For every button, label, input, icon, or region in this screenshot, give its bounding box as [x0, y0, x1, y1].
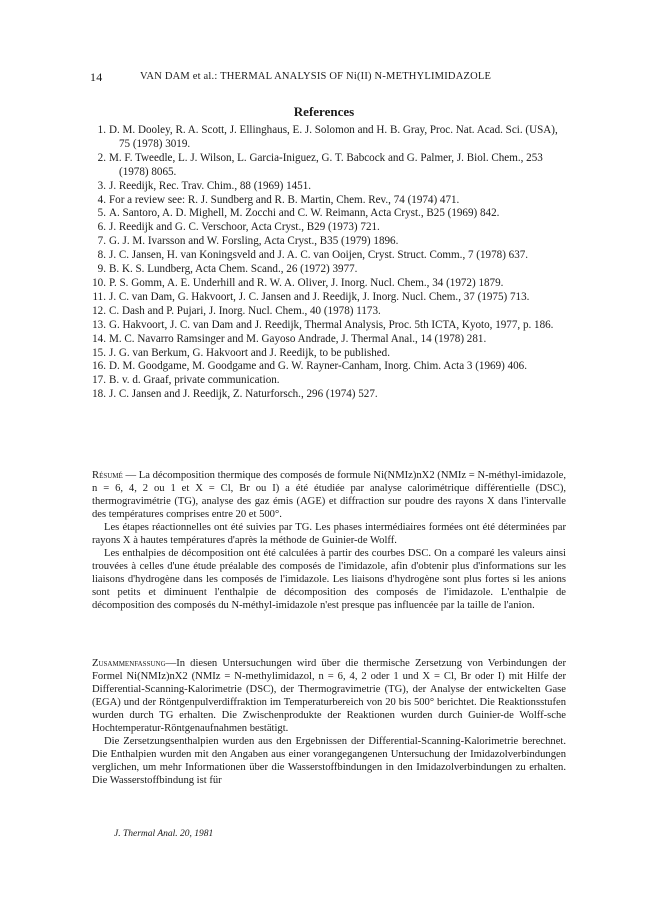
- page-number: 14: [90, 70, 103, 84]
- reference-number: 5.: [97, 207, 106, 220]
- reference-number: 14.: [92, 332, 106, 345]
- reference-text: J. C. Jansen, H. van Koningsveld and J. A. C. van Ooijen, Cryst. Struct. Comm., 7 (1978) 637.: [109, 249, 529, 262]
- reference-item: [92, 291, 564, 305]
- reference-text: G. Hakvoort, J. C. van Dam and J. Reedijk, Thermal Analysis, Proc. 5th ICTA, Kyoto, 1977, p. 186.: [109, 318, 554, 331]
- reference-item: [92, 249, 564, 263]
- reference-number: 18.: [92, 388, 106, 401]
- reference-text: P. S. Gomm, A. E. Underhill and R. W. A. Oliver, J. Inorg. Nucl. Chem., 34 (1972) 1879.: [109, 276, 504, 289]
- reference-item: [92, 333, 564, 347]
- reference-number: 3.: [97, 179, 106, 192]
- reference-number: 1.: [97, 124, 106, 136]
- reference-number: 8.: [97, 249, 106, 262]
- reference-item: [92, 180, 564, 194]
- reference-item: [92, 360, 564, 374]
- reference-list: [92, 124, 564, 402]
- running-title: VAN DAM et al.: THERMAL ANALYSIS OF Ni(II) N-METHYLIMIDAZOLE: [140, 71, 492, 82]
- reference-item: [92, 263, 564, 277]
- reference-text: B. v. d. Graaf, private communication.: [109, 374, 280, 387]
- reference-number: 7.: [97, 235, 106, 248]
- reference-number: 4.: [97, 193, 106, 206]
- reference-text: B. K. S. Lundberg, Acta Chem. Scand., 26 (1972) 3977.: [109, 263, 358, 276]
- reference-item: [92, 347, 564, 361]
- zusammenfassung-text: —In diesen Untersuchungen wird über die thermische Zersetzung von Verbindungen der Formel Ni(NMIz)nX2 (NMIz = N-methylimidazol, n = 6, 4, 2 oder 1 und X = Cl, Br oder I) mit Hilfe der Differential-Scanning-Kalorimetrie (DSC), der Thermogravimetrie (TG), der Analyse der entwickelten Gase (EGA) und der Röntgenpulverdiffraktion im Temperaturbereich von 20 bis 500° berichtet. Die Reaktionsstufen wurden durch TG erhalten. Die Zwischenprodukte der Reaktionen wurden durch Guinier-de Wolff-sche Hochtemperatur-Röntgenaufnahmen bestätigt.: [92, 658, 566, 734]
- reference-text: J. C. Jansen and J. Reedijk, Z. Naturforsch., 296 (1974) 527.: [109, 388, 378, 401]
- zusammenfassung-paragraph: [92, 658, 566, 736]
- reference-item: [92, 277, 564, 291]
- reference-number: 10.: [92, 276, 106, 289]
- reference-text: C. Dash and P. Pujari, J. Inorg. Nucl. Chem., 40 (1978) 1173.: [109, 304, 381, 317]
- reference-number: 12.: [92, 304, 106, 317]
- reference-item: [92, 124, 564, 152]
- resume-paragraph: Les enthalpies de décomposition ont été calculées à partir des courbes DSC. On a comparé les valeurs ainsi trouvées à celles d'une étude préalable des composés de l'imidazole, afin d'obtenir plus d'informations sur les liaisons d'hydrogène dans les composés de l'imidazole. Les liaisons d'hydrogène sont plus fortes si les anions sont petits et diminuent l'enthalpie de décomposition des composés de l'imidazole. L'enthalpie de décomposition des composés du N-méthyl-imidazole n'est presque pas influencée par la taille de l'anion.: [92, 547, 566, 611]
- reference-item: [92, 207, 564, 221]
- reference-item: [92, 374, 564, 388]
- reference-text: M. C. Navarro Ramsinger and M. Gayoso Andrade, J. Thermal Anal., 14 (1978) 281.: [109, 332, 487, 345]
- reference-text: D. M. Goodgame, M. Goodgame and G. W. Rayner-Canham, Inorg. Chim. Acta 3 (1969) 406.: [109, 360, 527, 373]
- resume-text: — La décomposition thermique des composés de formule Ni(NMIz)nX2 (NMIz = N-méthyl-imidazole, n = 6, 4, 2 ou 1 et X = Cl, Br ou I) a été étudiée par analyse calorimétrique différentielle (DSC), thermogravimétrie (TG), analyse des gaz émis (AGE) et diffraction sur poudre des rayons X dans l'intervalle des températures comprises entre 20 et 500°.: [92, 470, 566, 520]
- reference-item: [92, 221, 564, 235]
- reference-text: J. Reedijk, Rec. Trav. Chim., 88 (1969) 1451.: [109, 179, 312, 192]
- reference-number: 15.: [92, 346, 106, 359]
- reference-item: [92, 305, 564, 319]
- reference-item: [92, 235, 564, 249]
- reference-text: J. G. van Berkum, G. Hakvoort and J. Reedijk, to be published.: [109, 346, 391, 359]
- references-heading: References: [293, 104, 355, 119]
- reference-number: 13.: [92, 318, 106, 331]
- reference-number: 11.: [92, 290, 106, 303]
- reference-text: A. Santoro, A. D. Mighell, M. Zocchi and C. W. Reimann, Acta Cryst., B25 (1969) 842.: [109, 207, 500, 220]
- resume-paragraph: [92, 470, 566, 522]
- reference-text: J. C. van Dam, G. Hakvoort, J. C. Jansen and J. Reedijk, J. Inorg. Nucl. Chem., 37 (1975) 713.: [109, 290, 530, 303]
- zusammenfassung-paragraph: Die Zersetzungsenthalpien wurden aus den Ergebnissen der Differential-Scanning-Kalorimetrie berechnet. Die Enthalpien wurden mit den Angaben aus einer vorangegangenen Untersuchung der Imidazolverbindungen verglichen, um mehr Informationen über die Wasserstoffbindungen in den Imidazolverbindungen zu erhalten. Die Wasserstoffbindung ist für: [92, 735, 566, 786]
- reference-text: M. F. Tweedle, L. J. Wilson, L. Garcia-Iniguez, G. T. Babcock and G. Palmer, J. Biol. Chem., 253 (1978) 8065.: [109, 151, 543, 178]
- resume-abstract: [92, 470, 566, 612]
- reference-item: [92, 388, 564, 402]
- reference-number: 2.: [97, 151, 106, 164]
- reference-number: 17.: [92, 374, 106, 387]
- resume-label: Résumé: [92, 470, 123, 481]
- reference-number: 9.: [97, 263, 106, 276]
- reference-text: J. Reedijk and G. C. Verschoor, Acta Cryst., B29 (1973) 721.: [109, 221, 380, 234]
- zusammenfassung-label: Zusammenfassung: [92, 658, 166, 669]
- reference-item: [92, 194, 564, 208]
- reference-number: 6.: [97, 221, 106, 234]
- zusammenfassung-abstract: [92, 658, 566, 788]
- reference-text: G. J. M. Ivarsson and W. Forsling, Acta Cryst., B35 (1979) 1896.: [109, 235, 399, 248]
- reference-text: D. M. Dooley, R. A. Scott, J. Ellinghaus, E. J. Solomon and H. B. Gray, Proc. Nat. Acad. Sci. (USA), 75 (1978) 3019.: [109, 124, 558, 150]
- reference-item: [92, 152, 564, 180]
- reference-number: 16.: [92, 360, 106, 373]
- reference-text: For a review see: R. J. Sundberg and R. B. Martin, Chem. Rev., 74 (1974) 471.: [109, 193, 460, 206]
- resume-paragraph: Les étapes réactionnelles ont été suivies par TG. Les phases intermédiaires formées ont été déterminées par rayons X à hautes températures d'après la méthode de Guinier-de Wolff.: [92, 521, 566, 546]
- journal-citation-footer: J. Thermal Anal. 20, 1981: [114, 829, 214, 839]
- reference-item: [92, 319, 564, 333]
- running-head: [90, 70, 560, 84]
